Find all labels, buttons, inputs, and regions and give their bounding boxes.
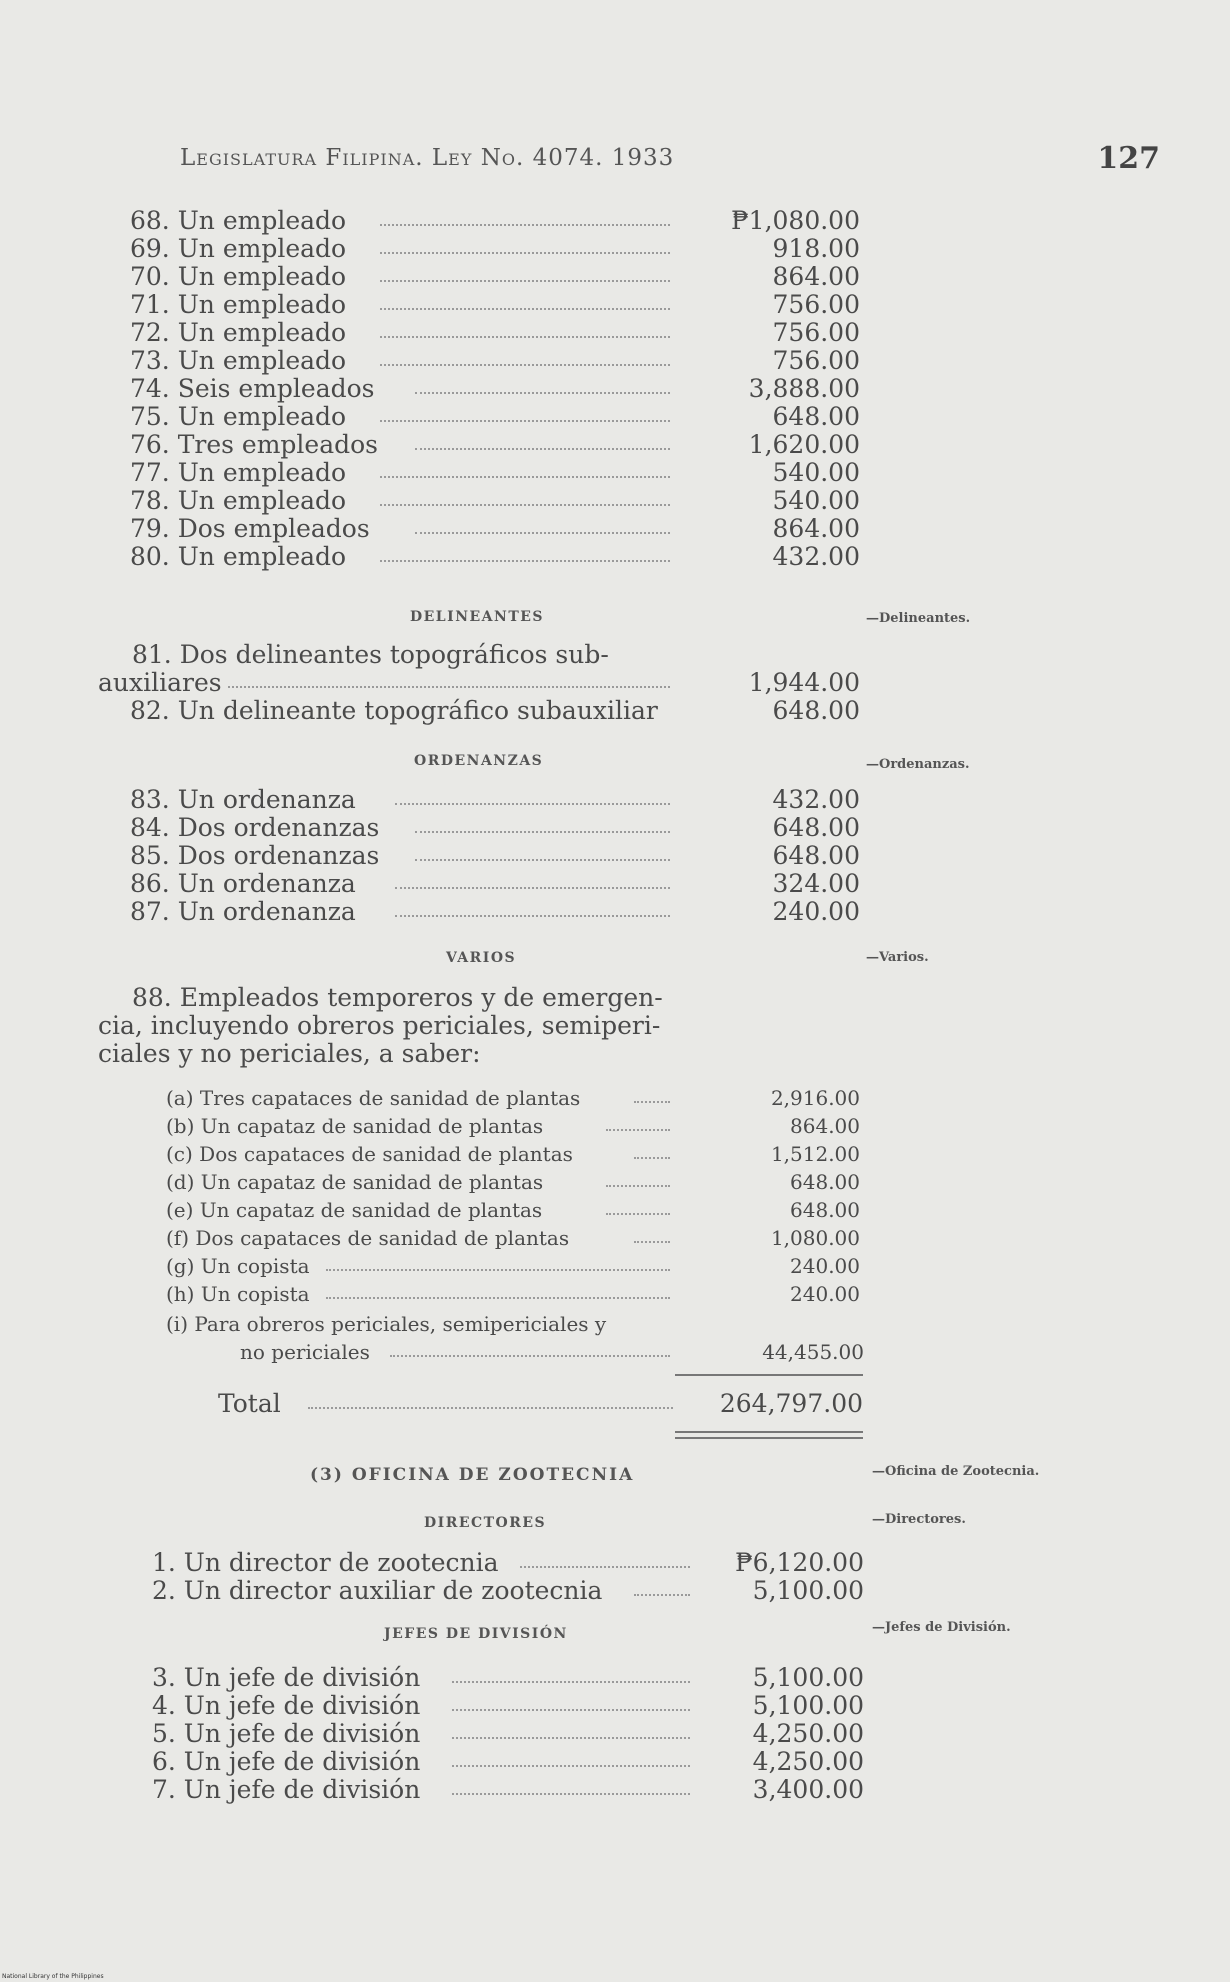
list-item: (a) Tres capataces de sanidad de plantas 2,916.00 (166, 1086, 860, 1110)
list-item: (e) Un capataz de sanidad de plantas 648.00 (166, 1198, 860, 1222)
list-item: 72. Un empleado 756.00 (130, 318, 860, 347)
list-item: 5. Un jefe de división 4,250.00 (152, 1719, 864, 1748)
total-amount: 264,797.00 (719, 1389, 863, 1418)
page-header (180, 141, 1160, 185)
list-item: 71. Un empleado 756.00 (130, 290, 860, 319)
margin-note-ordenanzas: —Ordenanzas. (866, 757, 970, 772)
page-number: 127 (1097, 141, 1160, 176)
list-item: (g) Un copista 240.00 (166, 1254, 860, 1278)
list-item: 77. Un empleado 540.00 (130, 458, 860, 487)
section-heading-zootecnia: (3) OFICINA DE ZOOTECNIA (310, 1465, 635, 1485)
list-item: no periciales 44,455.00 (240, 1340, 864, 1364)
margin-note-zootecnia: —Oficina de Zootecnia. (872, 1464, 1040, 1479)
section-heading-delineantes: DELINEANTES (410, 609, 545, 625)
total-row (218, 1390, 863, 1418)
list-item: 85. Dos ordenanzas 648.00 (130, 841, 860, 870)
list-item: 75. Un empleado 648.00 (130, 402, 860, 431)
library-footer: National Library of the Philippines (2, 1973, 104, 1980)
total-label: Total (218, 1389, 281, 1418)
item-81: 81. Dos delineantes topográficos sub- (132, 640, 609, 669)
total-double-rule-2 (675, 1437, 863, 1439)
list-item: 2. Un director auxiliar de zootecnia 5,100.00 (152, 1576, 864, 1605)
list-item: (c) Dos capataces de sanidad de plantas 1,512.00 (166, 1142, 860, 1166)
list-item: 84. Dos ordenanzas 648.00 (130, 813, 860, 842)
list-item: 86. Un ordenanza 324.00 (130, 869, 860, 898)
list-item: 6. Un jefe de división 4,250.00 (152, 1747, 864, 1776)
section-heading-ordenanzas: ORDENANZAS (414, 753, 544, 769)
list-item: 80. Un empleado 432.00 (130, 542, 860, 571)
subtotal-rule (675, 1374, 863, 1376)
list-item: 3. Un jefe de división 5,100.00 (152, 1663, 864, 1692)
running-title: Legislatura Filipina. Ley No. 4074. 1933 (180, 145, 675, 171)
section-heading-jefes: JEFES DE DIVISIÓN (384, 1626, 568, 1642)
list-item: (b) Un capataz de sanidad de plantas 864.00 (166, 1114, 860, 1138)
list-item: 7. Un jefe de división 3,400.00 (152, 1775, 864, 1804)
list-item: 78. Un empleado 540.00 (130, 486, 860, 515)
list-item: 70. Un empleado 864.00 (130, 262, 860, 291)
margin-note-jefes: —Jefes de División. (872, 1620, 1011, 1635)
list-item: 87. Un ordenanza 240.00 (130, 897, 860, 926)
item-88: 88. Empleados temporeros y de emergen- cia, incluyendo obreros periciales, semiperi- ciales y no periciales, a saber: (98, 983, 663, 1068)
list-item: 68. Un empleado ₱1,080.00 (130, 206, 860, 235)
list-item: 1. Un director de zootecnia ₱6,120.00 (152, 1548, 864, 1577)
list-item: (h) Un copista 240.00 (166, 1282, 860, 1306)
list-item: (f) Dos capataces de sanidad de plantas 1,080.00 (166, 1226, 860, 1250)
list-item: (d) Un capataz de sanidad de plantas 648.00 (166, 1170, 860, 1194)
item-82: 82. Un delineante topográfico subauxiliar 648.00 (130, 696, 860, 725)
list-item: (i) Para obreros periciales, semipericiales y (166, 1312, 607, 1336)
margin-note-delineantes: —Delineantes. (866, 611, 971, 626)
total-double-rule-1 (675, 1431, 863, 1433)
list-item: 74. Seis empleados 3,888.00 (130, 374, 860, 403)
list-item: 4. Un jefe de división 5,100.00 (152, 1691, 864, 1720)
list-item: 69. Un empleado 918.00 (130, 234, 860, 263)
margin-note-varios: —Varios. (866, 950, 929, 965)
margin-note-directores: —Directores. (872, 1512, 966, 1527)
section-heading-directores: DIRECTORES (424, 1515, 547, 1531)
list-item: 83. Un ordenanza 432.00 (130, 785, 860, 814)
list-item: 76. Tres empleados 1,620.00 (130, 430, 860, 459)
list-item: 79. Dos empleados 864.00 (130, 514, 860, 543)
list-item: 73. Un empleado 756.00 (130, 346, 860, 375)
section-heading-varios: VARIOS (446, 950, 517, 966)
item-81-cont: auxiliares 1,944.00 (98, 668, 860, 697)
